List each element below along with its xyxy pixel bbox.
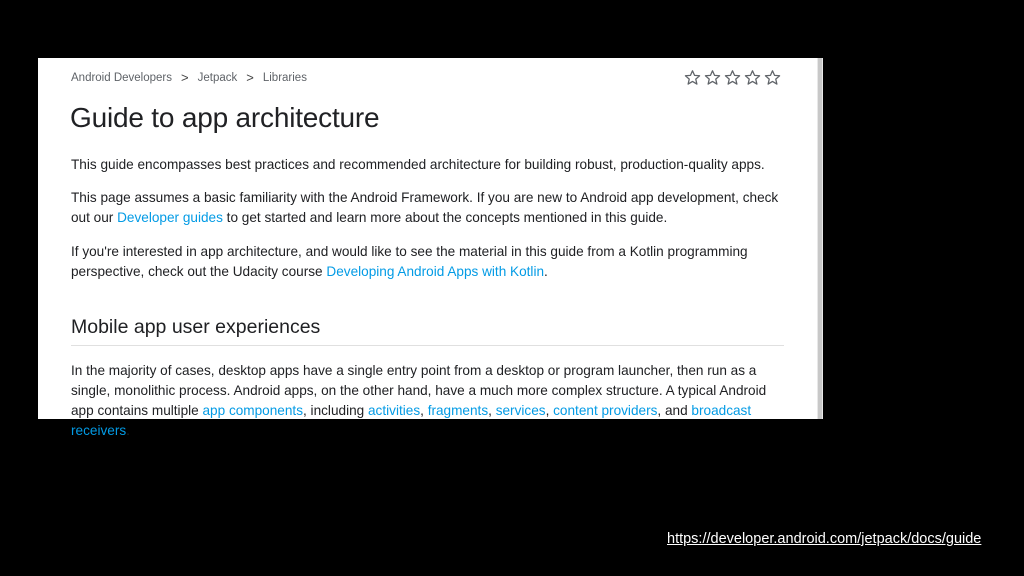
broadcast-receivers-link[interactable]: broadcast receivers xyxy=(71,403,752,438)
udacity-course-link[interactable]: Developing Android Apps with Kotlin xyxy=(326,264,545,279)
mobile-ux-paragraph: In the majority of cases, desktop apps have a single entry point from a desktop or program launcher, then run as a single, monolithic process. Android apps, on the other hand, have a much more complex structure. A typical Android app contains multiple app components, including activities, fragments, services, content providers, and broadcast receivers. xyxy=(71,363,767,438)
section-divider xyxy=(71,345,784,346)
star-5-icon[interactable] xyxy=(764,69,781,86)
chevron-right-icon: > xyxy=(246,70,254,85)
star-4-icon[interactable] xyxy=(744,69,761,86)
source-url: https://developer.android.com/jetpack/docs/guide xyxy=(667,531,982,547)
page-rating xyxy=(684,69,781,86)
fragments-link[interactable]: fragments xyxy=(427,403,489,418)
scrollbar-thumb[interactable] xyxy=(818,58,822,419)
services-link[interactable]: services xyxy=(495,403,546,418)
star-2-icon[interactable] xyxy=(704,69,721,86)
star-3-icon[interactable] xyxy=(724,69,741,86)
content-providers-link[interactable]: content providers xyxy=(553,403,658,418)
intro-paragraph: This guide encompasses best practices and recommended architecture for building robust, production-quality apps. xyxy=(71,157,765,172)
breadcrumb-android-developers[interactable]: Android Developers xyxy=(71,71,173,84)
kotlin-paragraph: If you're interested in app architecture, and would like to see the material in this guide from a Kotlin programming perspective, check out the Udacity course Developing Android Apps with Kotlin. xyxy=(71,244,748,279)
star-1-icon[interactable] xyxy=(684,69,701,86)
familiarity-paragraph: This page assumes a basic familiarity with the Android Framework. If you are new to Android app development, check out our Developer guides to get started and learn more about the concepts mentioned in this guide. xyxy=(71,190,779,225)
breadcrumb xyxy=(71,71,307,84)
chevron-right-icon: > xyxy=(181,70,189,85)
breadcrumb-libraries[interactable]: Libraries xyxy=(262,71,307,84)
section-heading: Mobile app user experiences xyxy=(71,316,321,338)
page-title: Guide to app architecture xyxy=(70,102,380,133)
developer-guides-link[interactable]: Developer guides xyxy=(117,210,223,225)
vertical-scrollbar[interactable] xyxy=(817,58,823,419)
activities-link[interactable]: activities xyxy=(368,403,421,418)
browser-content-panel xyxy=(38,58,817,438)
app-components-link[interactable]: app components xyxy=(202,403,303,418)
breadcrumb-jetpack[interactable]: Jetpack xyxy=(197,71,238,84)
